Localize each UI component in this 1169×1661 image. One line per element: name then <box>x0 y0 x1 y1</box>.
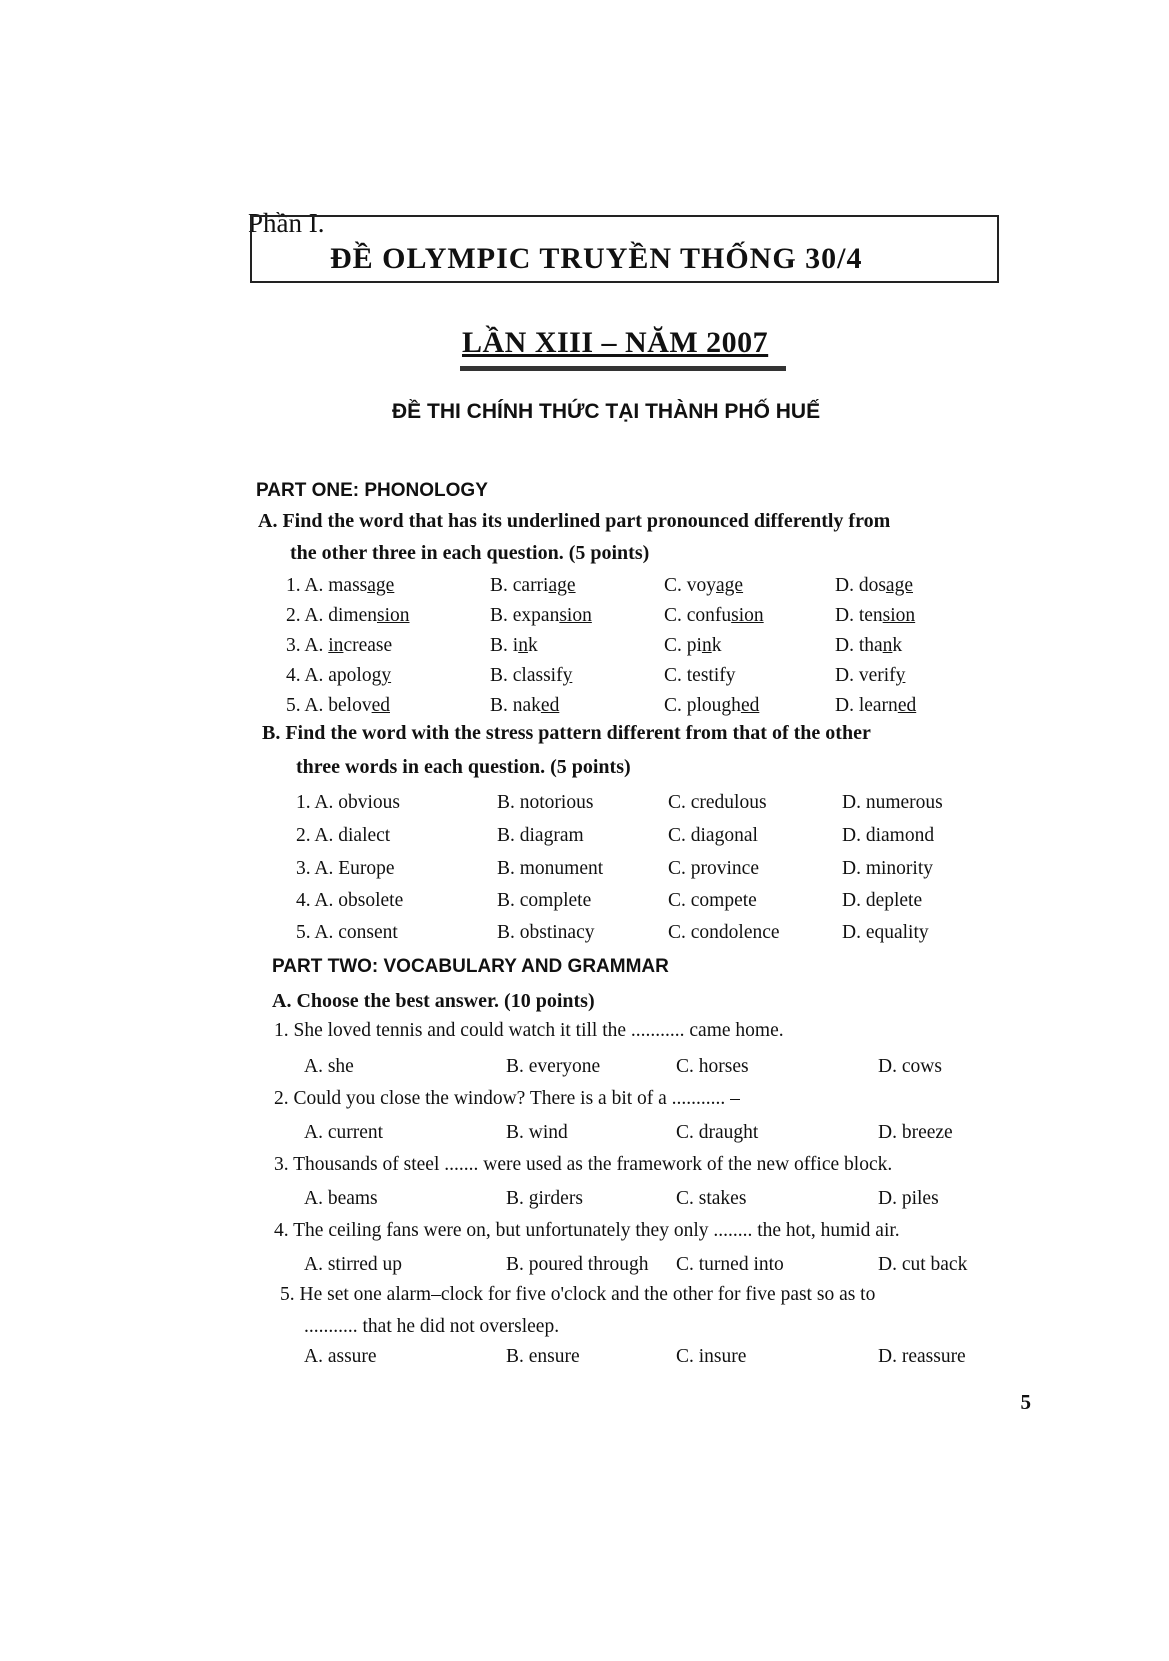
option-b: B. complete <box>497 890 592 911</box>
underlined-part: in <box>328 635 344 656</box>
option-d: D. cut back <box>878 1254 968 1275</box>
option-c: C. insure <box>676 1346 747 1367</box>
underlined-part: y <box>895 665 906 686</box>
option-text: D. learn <box>835 695 898 716</box>
underlined-part: ed <box>540 695 560 716</box>
underlined-part: sion <box>559 605 592 626</box>
option-c: C. horses <box>676 1056 749 1077</box>
option-b: B. notorious <box>497 792 594 813</box>
main-title: ĐỀ OLYMPIC TRUYỀN THỐNG 30/4 <box>330 242 863 275</box>
option-text: 5. A. belov <box>286 695 372 716</box>
option-d: D. deplete <box>842 890 923 911</box>
part-one-a-instruction: A. Find the word that has its underlined part pronounced differently from <box>258 510 891 532</box>
option-a: A. she <box>304 1056 354 1077</box>
option-c <box>664 605 764 627</box>
option-text-rest: k <box>527 635 538 656</box>
option-text-rest: crease <box>343 635 393 656</box>
option-a <box>286 575 394 597</box>
option-a <box>286 695 390 717</box>
option-b: B. girders <box>506 1188 583 1209</box>
option-b <box>490 575 576 597</box>
question-text-continued: ........... that he did not oversleep. <box>304 1316 560 1337</box>
underlined-part: y <box>381 665 392 686</box>
underlined-part: ed <box>740 695 760 716</box>
option-c: C. turned into <box>676 1254 784 1275</box>
option-text: D. ten <box>835 605 883 626</box>
option-b <box>490 695 559 717</box>
option-a: A. stirred up <box>304 1254 403 1275</box>
underlined-part: age <box>367 575 395 596</box>
option-text: C. testify <box>664 665 736 686</box>
option-text: B. carri <box>490 575 549 596</box>
option-c: C. compete <box>668 890 757 911</box>
option-c: C. diagonal <box>668 825 758 846</box>
option-a <box>286 665 391 687</box>
sub-title: LẦN XIII – NĂM 2007 <box>462 326 769 359</box>
option-d <box>835 695 916 717</box>
option-text: D. tha <box>835 635 883 656</box>
option-text: 3. A. <box>286 635 329 656</box>
option-c: C. credulous <box>668 792 767 813</box>
option-text: C. voy <box>664 575 717 596</box>
option-c <box>664 695 759 717</box>
option-text-rest: k <box>892 635 903 656</box>
option-a: 5. A. consent <box>296 922 398 943</box>
option-text: B. nak <box>490 695 541 716</box>
option-d: D. diamond <box>842 825 935 846</box>
option-text: D. dos <box>835 575 886 596</box>
option-d: D. minority <box>842 858 933 879</box>
option-text: C. confu <box>664 605 732 626</box>
option-b: B. diagram <box>497 825 584 846</box>
option-d <box>835 575 913 597</box>
option-a: 3. A. Europe <box>296 858 395 879</box>
part-one-b-instruction: B. Find the word with the stress pattern different from that of the other <box>262 722 871 744</box>
option-c <box>664 635 721 657</box>
part-one-heading: PART ONE: PHONOLOGY <box>256 480 488 501</box>
underlined-part: n <box>518 635 528 656</box>
underlined-part: sion <box>882 605 916 626</box>
option-d: D. piles <box>878 1188 939 1209</box>
option-b: B. ensure <box>506 1346 580 1367</box>
part-one-a-instruction-2: the other three in each question. (5 points) <box>290 542 650 564</box>
underlined-part: age <box>885 575 913 596</box>
option-b <box>490 605 592 627</box>
option-a: A. assure <box>304 1346 377 1367</box>
underlined-part: ed <box>897 695 917 716</box>
option-text: D. verif <box>835 665 896 686</box>
option-c <box>664 575 743 597</box>
option-text-rest: k <box>711 635 722 656</box>
option-b: B. everyone <box>506 1056 601 1077</box>
option-a: 2. A. dialect <box>296 825 391 846</box>
option-b: B. monument <box>497 858 604 879</box>
option-text: C. pi <box>664 635 702 656</box>
underlined-part: ed <box>371 695 390 716</box>
question-text: 5. He set one alarm–clock for five o'clock and the other for five past so as to <box>280 1284 876 1305</box>
option-c: C. condolence <box>668 922 780 943</box>
part-one-b-instruction-2: three words in each question. (5 points) <box>296 756 631 778</box>
option-d <box>835 635 902 657</box>
option-d: D. cows <box>878 1056 942 1077</box>
option-b: B. poured through <box>506 1254 649 1275</box>
option-d: D. breeze <box>878 1122 953 1143</box>
option-text: B. i <box>490 635 519 656</box>
option-c: C. draught <box>676 1122 759 1143</box>
underlined-part: n <box>701 635 712 656</box>
option-text: 1. A. mass <box>286 575 368 596</box>
option-b <box>490 665 572 687</box>
underlined-part: age <box>548 575 576 596</box>
option-c <box>664 665 736 687</box>
option-b <box>490 635 538 657</box>
question-text: 2. Could you close the window? There is a bit of a ........... – <box>274 1088 740 1109</box>
option-d: D. reassure <box>878 1346 966 1367</box>
underlined-part: sion <box>377 605 410 626</box>
option-c: C. stakes <box>676 1188 747 1209</box>
option-b: B. wind <box>506 1122 568 1143</box>
underlined-part: sion <box>731 605 764 626</box>
option-a: A. current <box>304 1122 384 1143</box>
sub-title-rule <box>460 366 786 371</box>
option-d: D. numerous <box>842 792 943 813</box>
question-text: 1. She loved tennis and could watch it till the ........... came home. <box>274 1020 784 1041</box>
option-text: B. classif <box>490 665 563 686</box>
option-d <box>835 605 915 627</box>
option-text: C. plough <box>664 695 741 716</box>
underlined-part: y <box>562 665 573 686</box>
option-text: B. expan <box>490 605 560 626</box>
official-title: ĐỀ THI CHÍNH THỨC TẠI THÀNH PHỐ HUẾ <box>392 400 821 423</box>
part-two-a-instruction: A. Choose the best answer. (10 points) <box>272 990 595 1012</box>
option-a: A. beams <box>304 1188 378 1209</box>
part-label: Phần I. <box>248 208 325 238</box>
option-a: 1. A. obvious <box>296 792 401 813</box>
option-c: C. province <box>668 858 759 879</box>
part-two-heading: PART TWO: VOCABULARY AND GRAMMAR <box>272 956 669 977</box>
option-a <box>286 635 392 657</box>
option-d: D. equality <box>842 922 929 943</box>
option-b: B. obstinacy <box>497 922 595 943</box>
question-text: 3. Thousands of steel ....... were used as the framework of the new office block. <box>274 1154 893 1175</box>
underlined-part: age <box>716 575 744 596</box>
option-text: 2. A. dimen <box>286 605 377 626</box>
option-d <box>835 665 905 687</box>
option-a: 4. A. obsolete <box>296 890 404 911</box>
page-number: 5 <box>1020 1390 1031 1414</box>
option-text: 4. A. apolog <box>286 665 382 686</box>
underlined-part: n <box>882 635 893 656</box>
option-a <box>286 605 410 627</box>
question-text: 4. The ceiling fans were on, but unfortunately they only ........ the hot, humid air. <box>274 1220 900 1241</box>
